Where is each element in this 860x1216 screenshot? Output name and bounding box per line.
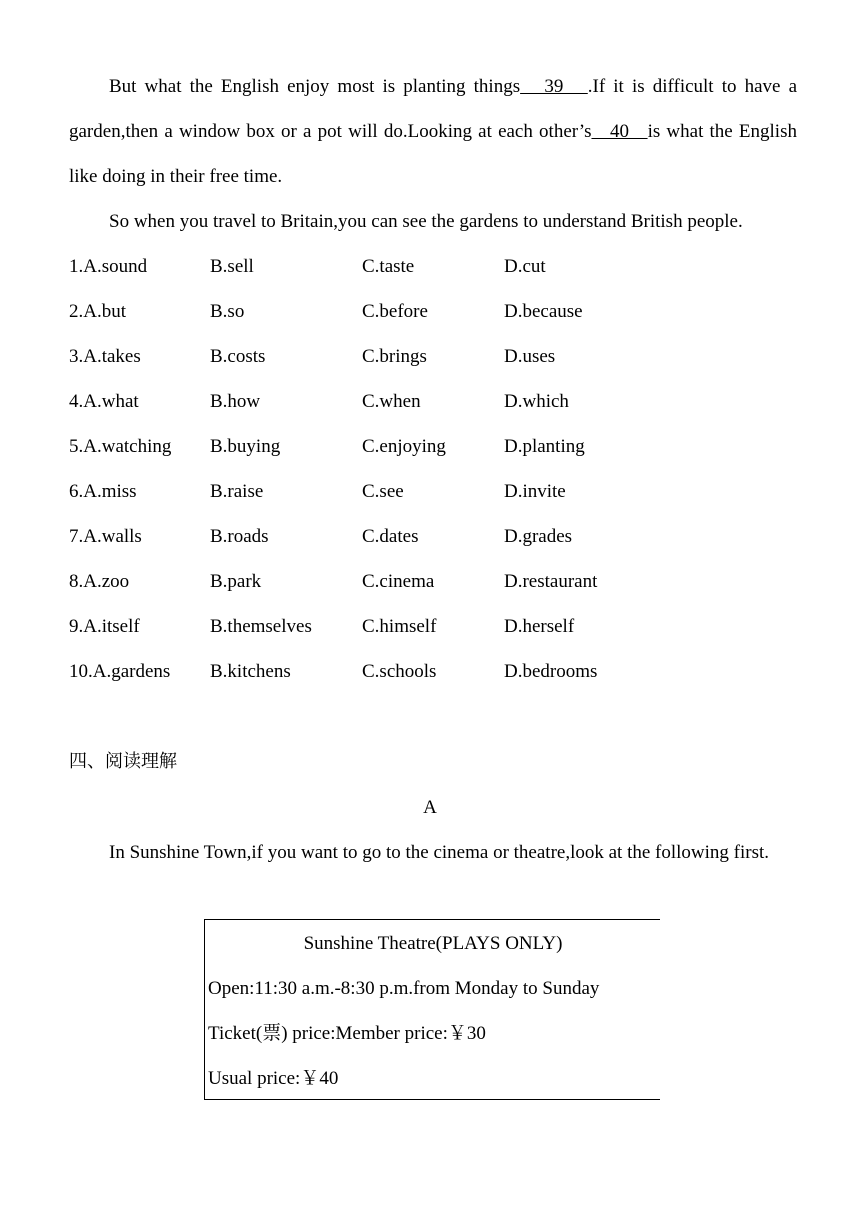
passage-letter: A bbox=[423, 797, 437, 818]
option-a: 9.A.itself bbox=[69, 616, 140, 637]
notice-ticket-price: Ticket(票) price:Member price:￥30 bbox=[208, 1023, 486, 1044]
notice-usual-price: Usual price:￥40 bbox=[208, 1068, 339, 1089]
option-a: 4.A.what bbox=[69, 391, 139, 412]
option-row bbox=[69, 343, 797, 371]
option-row bbox=[69, 433, 797, 461]
option-d: D.bedrooms bbox=[504, 661, 598, 682]
option-c: C.schools bbox=[362, 661, 437, 682]
option-c: C.see bbox=[362, 481, 404, 502]
option-b: B.how bbox=[210, 391, 261, 412]
passage-paragraph-1 bbox=[69, 64, 797, 199]
notice-title: Sunshine Theatre(PLAYS ONLY) bbox=[303, 933, 563, 954]
option-row bbox=[69, 478, 797, 506]
passage-text: But what the English enjoy most is planting things bbox=[109, 76, 521, 97]
option-d: D.uses bbox=[504, 346, 556, 367]
option-c: C.brings bbox=[362, 346, 427, 367]
option-c: C.enjoying bbox=[362, 436, 446, 457]
option-d: D.because bbox=[504, 301, 583, 322]
option-c: C.taste bbox=[362, 256, 415, 277]
option-row bbox=[69, 523, 797, 551]
option-a: 8.A.zoo bbox=[69, 571, 130, 592]
blank-39: 39 bbox=[520, 76, 588, 97]
option-d: D.which bbox=[504, 391, 569, 412]
blank-40: 40 bbox=[591, 121, 648, 142]
option-a: 1.A.sound bbox=[69, 256, 148, 277]
option-d: D.cut bbox=[504, 256, 546, 277]
option-b: B.sell bbox=[210, 256, 254, 277]
option-b: B.park bbox=[210, 571, 262, 592]
option-a: 2.A.but bbox=[69, 301, 126, 322]
option-d: D.grades bbox=[504, 526, 573, 547]
option-c: C.dates bbox=[362, 526, 419, 547]
option-a: 7.A.walls bbox=[69, 526, 142, 547]
option-row bbox=[69, 298, 797, 326]
section-title: 四、阅读理解 bbox=[69, 751, 177, 772]
option-c: C.cinema bbox=[362, 571, 435, 592]
option-row bbox=[69, 613, 797, 641]
option-a: 5.A.watching bbox=[69, 436, 172, 457]
passage-paragraph-2: So when you travel to Britain,you can see the gardens to understand British people. bbox=[109, 211, 743, 232]
option-d: D.herself bbox=[504, 616, 575, 637]
passage-text: is what the English like doing in their free time. bbox=[69, 121, 797, 187]
option-a: 6.A.miss bbox=[69, 481, 137, 502]
notice-open-hours: Open:11:30 a.m.-8:30 p.m.from Monday to Sunday bbox=[208, 978, 600, 999]
option-a: 3.A.takes bbox=[69, 346, 141, 367]
option-b: B.themselves bbox=[210, 616, 312, 637]
theatre-notice-box bbox=[204, 919, 660, 1100]
option-b: B.kitchens bbox=[210, 661, 291, 682]
option-c: C.when bbox=[362, 391, 421, 412]
option-a: 10.A.gardens bbox=[69, 661, 171, 682]
option-b: B.roads bbox=[210, 526, 269, 547]
option-b: B.raise bbox=[210, 481, 264, 502]
reading-intro: In Sunshine Town,if you want to go to the cinema or theatre,look at the following first. bbox=[109, 842, 770, 863]
option-b: B.buying bbox=[210, 436, 281, 457]
option-row bbox=[69, 658, 797, 686]
option-c: C.before bbox=[362, 301, 428, 322]
option-row bbox=[69, 388, 797, 416]
option-b: B.costs bbox=[210, 346, 266, 367]
option-d: D.invite bbox=[504, 481, 566, 502]
option-d: D.restaurant bbox=[504, 571, 598, 592]
option-row bbox=[69, 568, 797, 596]
option-b: B.so bbox=[210, 301, 245, 322]
option-row bbox=[69, 253, 797, 281]
passage-text: .If it is difficult to have a garden,then a window box or a pot will do.Looking at each other’s bbox=[69, 76, 797, 142]
option-d: D.planting bbox=[504, 436, 585, 457]
option-c: C.himself bbox=[362, 616, 437, 637]
